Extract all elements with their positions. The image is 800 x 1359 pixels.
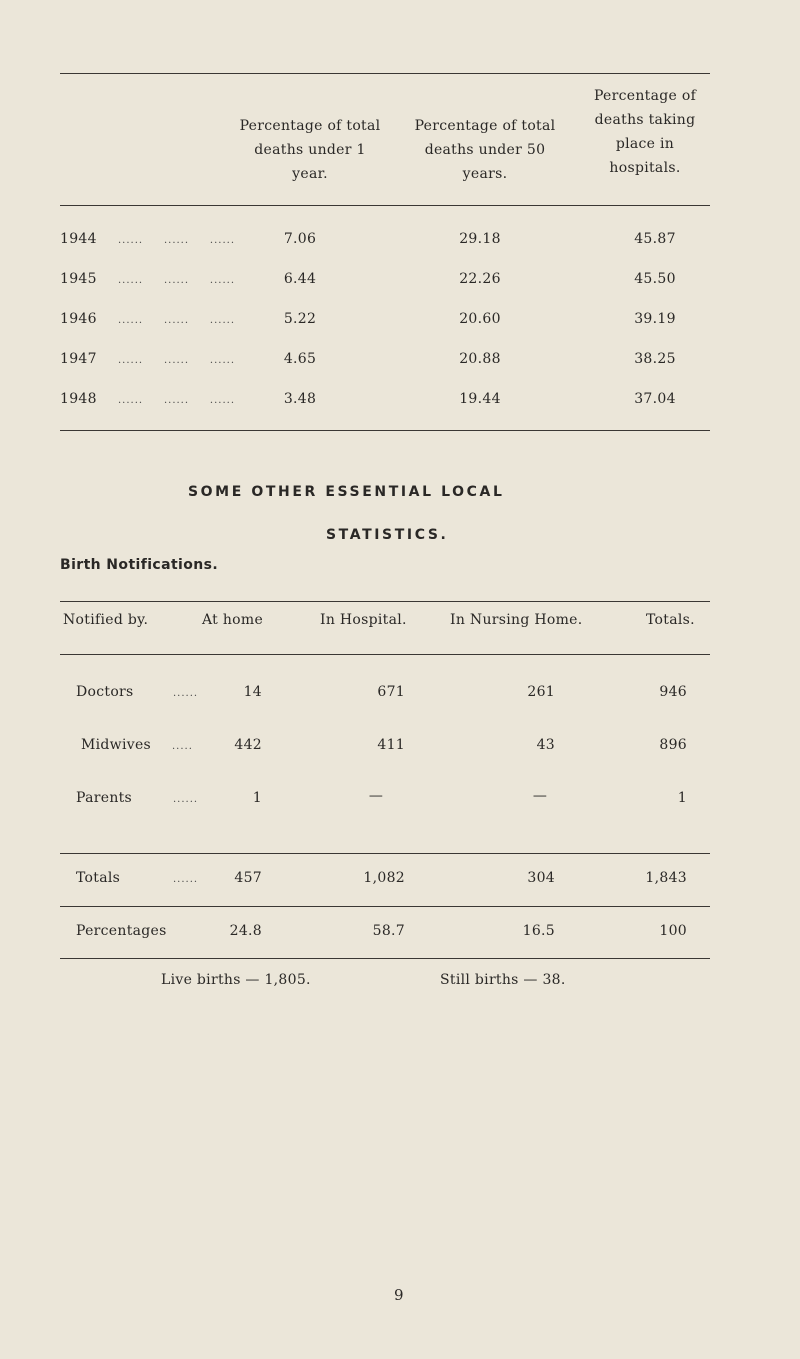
row-label: Parents bbox=[76, 790, 133, 806]
col-in-nursing-home: In Nursing Home. bbox=[450, 612, 583, 628]
totals-at-home: 457 bbox=[234, 870, 262, 886]
header-deaths-in-hospitals: Percentage of deaths taking place in hospitals. bbox=[593, 88, 697, 176]
section-title-line-2: STATISTICS. bbox=[326, 527, 449, 543]
cell-under-1: 4.65 bbox=[283, 351, 317, 367]
cell-under-1: 7.06 bbox=[283, 231, 317, 247]
section-subtitle: Birth Notifications. bbox=[60, 557, 219, 573]
row-label: Doctors bbox=[76, 684, 134, 700]
header-under-50-years: Percentage of total deaths under 50 years. bbox=[414, 118, 556, 182]
leader-dots: ...... ...... ...... bbox=[118, 315, 236, 326]
cell-in-hospital: — bbox=[368, 788, 384, 804]
row-year: 1947 bbox=[60, 351, 97, 367]
percentages-at-home: 24.8 bbox=[229, 923, 262, 939]
cell-under-50: 20.60 bbox=[459, 311, 501, 327]
cell-hospitals: 39.19 bbox=[634, 311, 676, 327]
header-under-1-year: Percentage of total deaths under 1 year. bbox=[239, 118, 381, 182]
cell-under-50: 29.18 bbox=[459, 231, 501, 247]
leader-dots: ...... ...... ...... bbox=[118, 395, 236, 406]
row-year: 1946 bbox=[60, 311, 97, 327]
still-births-note: Still births — 38. bbox=[440, 972, 566, 988]
percentages-total: 100 bbox=[659, 923, 687, 939]
births-totals-rule bbox=[60, 853, 710, 854]
live-births-note: Live births — 1,805. bbox=[161, 972, 311, 988]
births-table-top-rule bbox=[60, 601, 710, 602]
cell-under-50: 22.26 bbox=[459, 271, 501, 287]
births-table-header-rule bbox=[60, 654, 710, 655]
leader-dots: ...... ...... ...... bbox=[118, 355, 236, 366]
col-in-hospital: In Hospital. bbox=[320, 612, 407, 628]
leader-dots: ...... bbox=[173, 874, 199, 885]
cell-in-nursing-home: — bbox=[532, 788, 548, 804]
leader-dots: ...... ...... ...... bbox=[118, 275, 236, 286]
cell-at-home: 442 bbox=[234, 737, 262, 753]
totals-in-nursing-home: 304 bbox=[527, 870, 555, 886]
cell-in-nursing-home: 261 bbox=[527, 684, 555, 700]
percentages-in-hospital: 58.7 bbox=[372, 923, 405, 939]
row-year: 1945 bbox=[60, 271, 97, 287]
cell-hospitals: 37.04 bbox=[634, 391, 676, 407]
cell-totals: 1 bbox=[677, 790, 687, 806]
row-label: Midwives bbox=[81, 737, 152, 753]
cell-totals: 946 bbox=[659, 684, 687, 700]
cell-under-1: 6.44 bbox=[283, 271, 317, 287]
leader-dots: ..... bbox=[172, 741, 193, 752]
col-notified-by: Notified by. bbox=[63, 612, 149, 628]
leader-dots: ...... bbox=[173, 688, 199, 699]
totals-in-hospital: 1,082 bbox=[363, 870, 405, 886]
row-year: 1944 bbox=[60, 231, 97, 247]
cell-in-nursing-home: 43 bbox=[536, 737, 555, 753]
percentages-in-nursing-home: 16.5 bbox=[522, 923, 555, 939]
deaths-table-header-rule bbox=[60, 205, 710, 206]
cell-hospitals: 45.87 bbox=[634, 231, 676, 247]
cell-hospitals: 45.50 bbox=[634, 271, 676, 287]
col-at-home: At home bbox=[202, 612, 264, 628]
row-year: 1948 bbox=[60, 391, 97, 407]
births-percentages-rule bbox=[60, 906, 710, 907]
totals-label: Totals bbox=[76, 870, 121, 886]
cell-under-1: 3.48 bbox=[283, 391, 317, 407]
col-totals: Totals. bbox=[646, 612, 695, 628]
cell-under-1: 5.22 bbox=[283, 311, 317, 327]
cell-at-home: 1 bbox=[252, 790, 262, 806]
cell-in-hospital: 411 bbox=[377, 737, 405, 753]
section-title-line-1: SOME OTHER ESSENTIAL LOCAL bbox=[188, 484, 505, 500]
cell-totals: 896 bbox=[659, 737, 687, 753]
leader-dots: ...... ...... ...... bbox=[118, 235, 236, 246]
cell-in-hospital: 671 bbox=[377, 684, 405, 700]
cell-hospitals: 38.25 bbox=[634, 351, 676, 367]
totals-grand-total: 1,843 bbox=[645, 870, 687, 886]
page-number: 9 bbox=[394, 1286, 404, 1304]
percentages-label: Percentages bbox=[76, 923, 167, 939]
deaths-table-bottom-rule bbox=[60, 430, 710, 431]
cell-under-50: 20.88 bbox=[459, 351, 501, 367]
births-table-bottom-rule bbox=[60, 958, 710, 959]
cell-at-home: 14 bbox=[243, 684, 262, 700]
cell-under-50: 19.44 bbox=[459, 391, 501, 407]
deaths-table-top-rule bbox=[60, 73, 710, 74]
leader-dots: ...... bbox=[173, 794, 199, 805]
